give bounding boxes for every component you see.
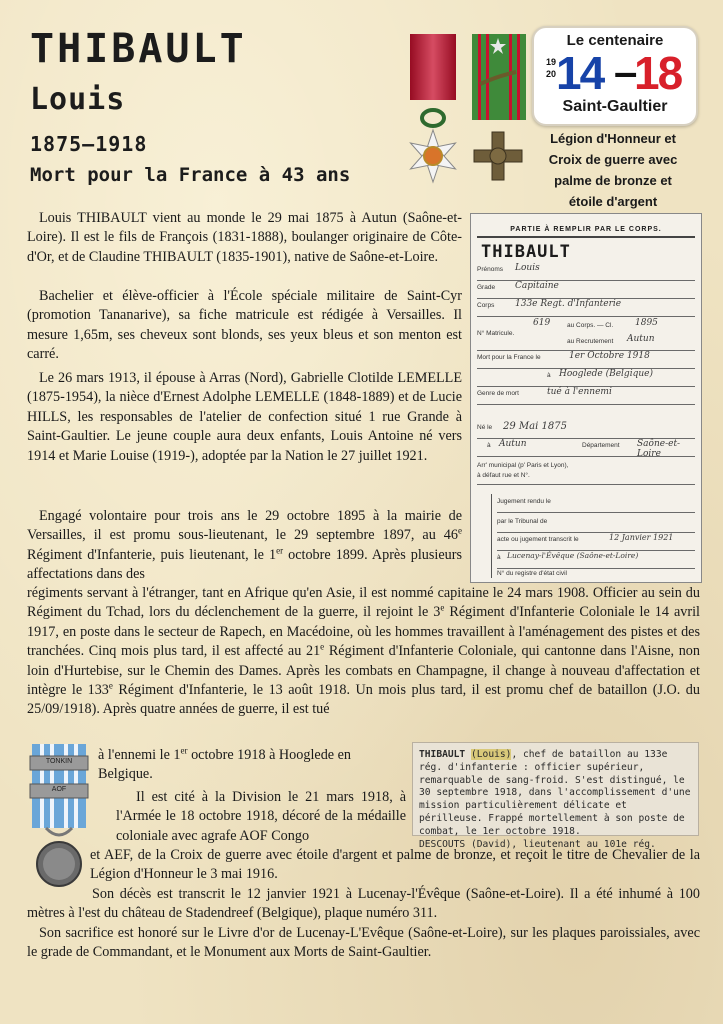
paragraph-memorial: Son sacrifice est honoré sur le Livre d'or de Lucenay-L'Evêque (Saône-et-Loire), sur les plaques paroissiales, avec le grade de Commandant, et le Monument aux Morts de Saint-Gaultier.: [27, 925, 700, 961]
paragraph-death: à l'ennemi le 1er octobre 1918 à Hooglede en Belgique.: [98, 745, 352, 783]
paragraph-birth: Louis THIBAULT vient au monde le 29 mai 1875 à Autun (Saône-et-Loire). Il est le fils de François (1831-1888), boulanger originaire de Côte-d'Or, et de Claudine THIBAULT (1835-1901), native de Saône-et-Loire.: [27, 210, 462, 265]
citation-name: THIBAULT: [419, 749, 466, 760]
card-label-grade: Grade: [477, 284, 496, 291]
paragraph-citations-cont: et AEF, de la Croix de guerre avec étoile d'argent et palme de bronze, et reçoit le titre de Chevalier de la Légion d'Honneur le 3 mai 1916.: [90, 847, 700, 883]
first-name-title: Louis: [30, 82, 126, 117]
paragraph-citations: Il est cité à la Division le 21 mars 1918, à l'Armée le 18 octobre 1918, décoré de la médaille coloniale avec agrafe AOF Congo: [116, 789, 406, 844]
badge-14: 14: [556, 47, 604, 99]
citation-first: (Louis): [471, 749, 512, 760]
card-header: PARTIE À REMPLIR PAR LE CORPS.: [510, 226, 662, 233]
card-label-prenoms: Prénoms: [477, 266, 504, 273]
citation-next: DESCOUTS (David), lieutenant au 101e rég.: [419, 838, 656, 850]
card-grade: Capitaine: [515, 281, 559, 291]
card-label-matricule: N° Matricule.: [477, 330, 515, 337]
card-corps: 133e Regt. d'Infanterie: [515, 299, 622, 309]
croix-de-guerre-medal-icon: [470, 32, 528, 182]
paragraph-career-2: régiments servant à l'étranger, tant en Afrique qu'en Asie, il est nommé capitaine le 24 mars 1908. Officier au sein du Régiment du Tchad, lors du déclenchement de la guerre, il rejoint le 3e Régiment d'Infanterie Coloniale le 14 avril 1917, en poste dans le secteur de Rapech, en Macédoine, où les hommes travaillent à l'aménagement des pistes et des tranchées. Cinq mois plus tard, il est affecté au 21e Régiment d'Infanterie Coloniale, qui cantonne dans l'Aisne, non loin d'Hurtebise, sur le Chemin des Dames. Après les combats en Champagne, il change à nouveau d'affectation et intègre le 133e Régiment d'Infanterie, le 13 août 1918. Un mois plus tard, il est promu chef de bataillon (J.O. du 25/09/1918). Après quatre années de guerre, il est tué: [27, 585, 700, 718]
death-record-card: PARTIE À REMPLIR PAR LE CORPS. THIBAULT Prénoms Louis Grade Capitaine Corps 133e Regt. d'Infanterie N° Matricule. au Corps. — Cl. au Recrutement 619 1895 Autun Mort pour la France le 1er Octobre 1918 à Hooglede (Belgique) Genre de mort tué à l'ennemi Né le 29 Mai 1875 à Autun Département Saône-et-Loire Arr' municipal (p' Paris et Lyon), à défaut rue et N°. Jugement rendu le par le Tribunal de acte ou jugement transcrit le 12 Janvier 1921 à Lucenay-l'Évêque (Saône-et-Loire) N° du registre d'état civil: [470, 213, 702, 583]
card-name: THIBAULT: [481, 242, 571, 262]
paragraph-marriage: Le 26 mars 1913, il épouse à Arras (Nord), Gabrielle Clotilde LEMELLE (1875-1954), la nièce d'Ernest Adolphe LEMELLE (1848-1889) et de Lucie HILLS, les responsables de l'atelier de confection situé 1 rue Grande à Saint-Gaultier. Le jeune couple aura deux enfants, Louis Antoine né vers 1914 et Marie Louise (1919-), adoptée par la Nation le 27 juillet 1921.: [27, 370, 462, 464]
last-name-title: THIBAULT: [30, 26, 247, 72]
paragraph-burial: Son décès est transcrit le 12 janvier 1921 à Lucenay-l'Évêque (Saône-et-Loire). Il a été inhumé à 100 mètres à l'est du château de Stadendreef (Belgique), plaque numéro 311.: [27, 886, 700, 922]
legion-honneur-medal-icon: [404, 32, 462, 182]
badge-18: 18: [634, 47, 682, 99]
card-mort-le: 1er Octobre 1918: [569, 351, 650, 361]
badge-line1: Le centenaire: [566, 32, 664, 49]
life-years: 1875–1918: [30, 132, 148, 156]
badge-years: 19 20: [546, 57, 557, 79]
card-label-genre: Genre de mort: [477, 390, 519, 397]
colonial-medal-icon: [28, 744, 90, 892]
badge-place: Saint-Gaultier: [562, 98, 668, 115]
citation-clipping: [412, 742, 699, 850]
card-prenoms: Louis: [515, 263, 540, 273]
card-label-mort: Mort pour la France le: [477, 354, 541, 361]
card-ne-le: 29 Mai 1875: [503, 421, 567, 432]
card-label-ne: Né le: [477, 424, 493, 431]
paragraph-career-1: Engagé volontaire pour trois ans le 29 octobre 1895 à la mairie de Versailles, il est promu sous-lieutenant, le 29 septembre 1897, au 46e Régiment d'Infanterie, puis lieutenant, le 1er octobre 1899. Après plusieurs affectations dans des: [27, 508, 463, 583]
death-note: Mort pour la France à 43 ans: [30, 164, 351, 186]
card-lieu: Hooglede (Belgique): [559, 369, 653, 379]
paragraph-saint-cyr: Bachelier et élève-officier à l'École spéciale militaire de Saint-Cyr (promotion Tananarive), sa fiche matricule est rédigée à Versailles. Il mesure 1,65m, ses cheveux sont blonds, ses yeux bleus et son menton est carré.: [27, 288, 462, 363]
badge-dash: –: [614, 48, 638, 95]
card-genre: tué à l'ennemi: [547, 387, 612, 397]
clasp-top: TONKIN: [45, 758, 73, 765]
citation-text: , chef de bataillon au 133e rég. d'infanterie : officier supérieur, remarquable de sang-froid. S'est distingué, le 30 septembre 1918, dans l'accomplissement d'une mission particulièrement délicate et périlleuse. Frappé mortellement à son poste de combat, le 1er octobre 1918.: [419, 749, 691, 837]
medals-caption: Légion d'Honneur et Croix de guerre avec palme de bronze et étoile d'argent: [548, 131, 678, 209]
card-label-corps: Corps: [477, 302, 495, 309]
centenaire-logo: [532, 26, 698, 126]
clasp-bottom: AOF: [51, 786, 67, 793]
